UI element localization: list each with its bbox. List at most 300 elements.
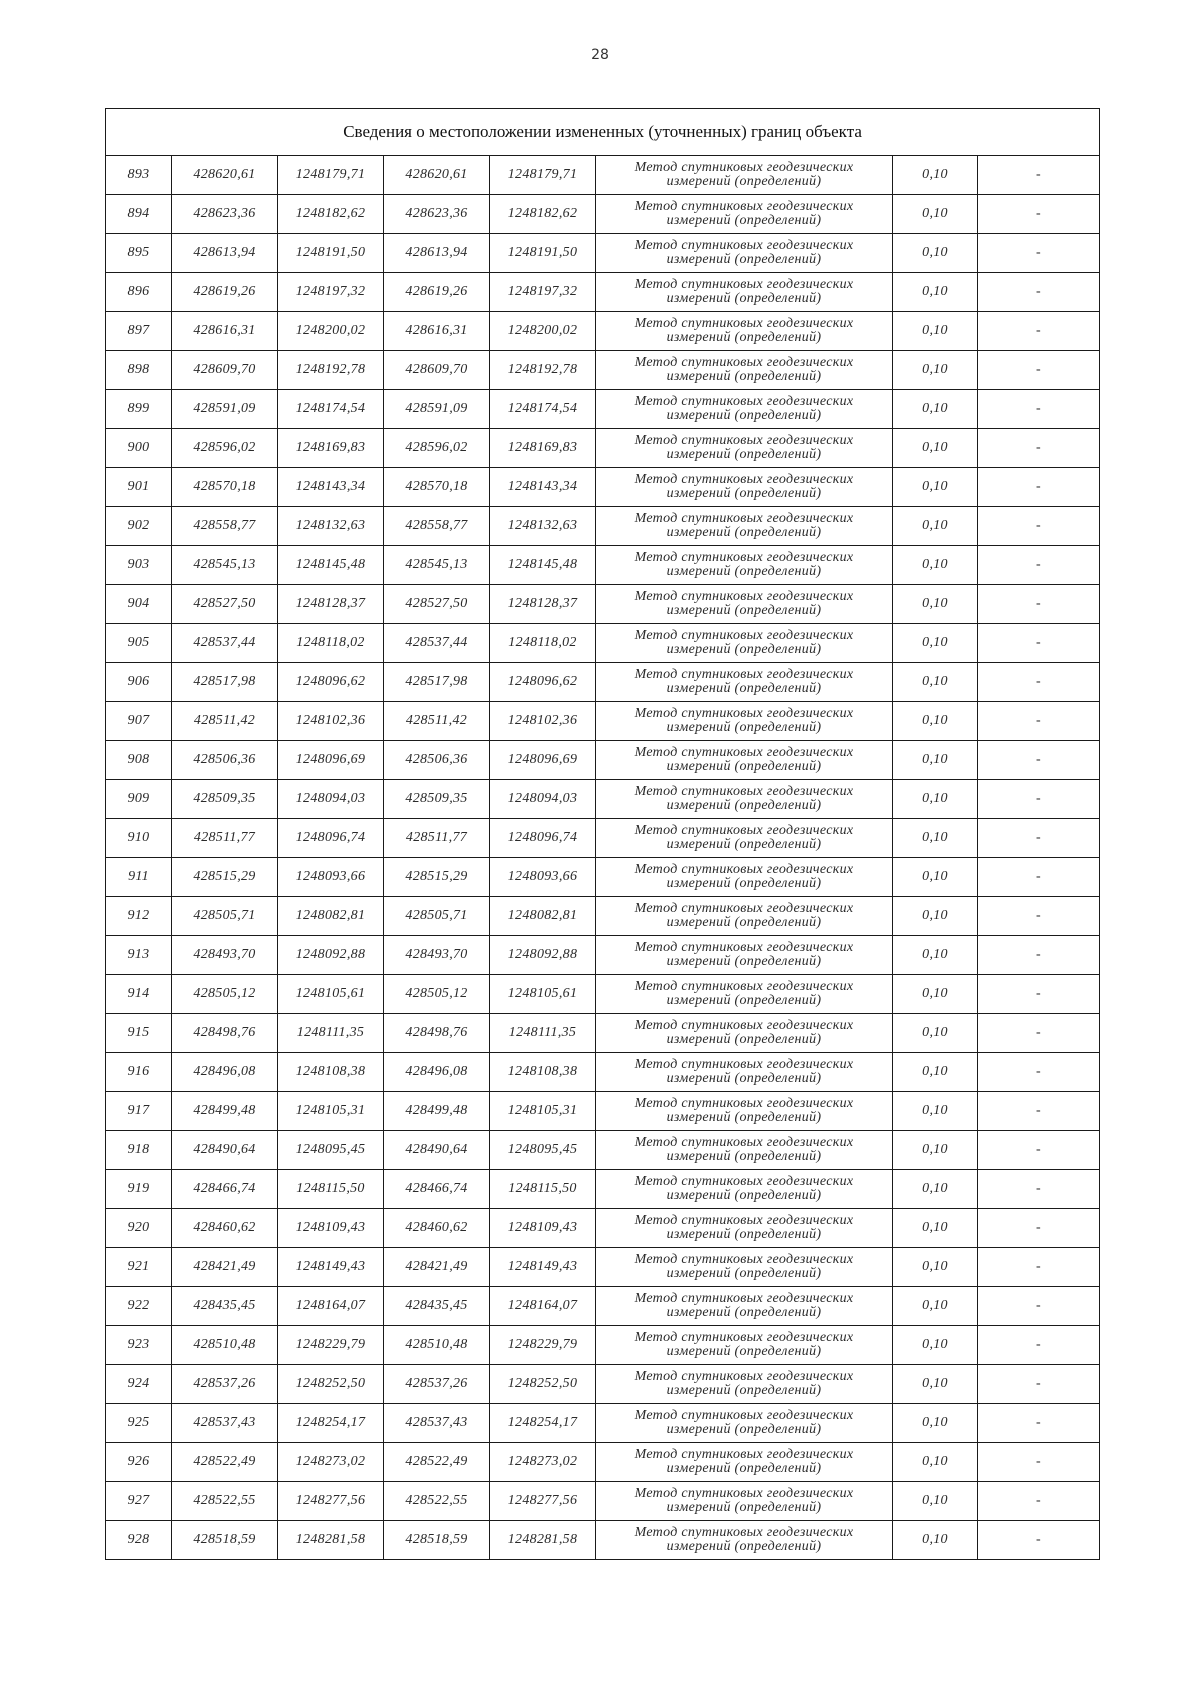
table-row — [106, 624, 1100, 663]
refined-x-cell: 428421,49 — [384, 1248, 490, 1287]
description-cell: - — [978, 1170, 1100, 1209]
table-row — [106, 312, 1100, 351]
method-line-1: Метод спутниковых геодезических — [634, 823, 854, 838]
refined-y-cell: 1248102,36 — [490, 702, 596, 741]
table-row — [106, 663, 1100, 702]
refined-y-cell: 1248105,31 — [490, 1092, 596, 1131]
refined-x-cell: 428613,94 — [384, 234, 490, 273]
table-row — [106, 156, 1100, 195]
refined-x-cell: 428509,35 — [384, 780, 490, 819]
refined-x-cell: 428511,42 — [384, 702, 490, 741]
description-cell: - — [978, 702, 1100, 741]
description-cell: - — [978, 624, 1100, 663]
table-row — [106, 1404, 1100, 1443]
accuracy-cell: 0,10 — [893, 1365, 978, 1404]
refined-y-cell: 1248191,50 — [490, 234, 596, 273]
description-cell: - — [978, 936, 1100, 975]
refined-x-cell: 428511,77 — [384, 819, 490, 858]
method-cell — [596, 1365, 893, 1404]
method-line-1: Метод спутниковых геодезических — [634, 1252, 854, 1267]
refined-y-cell: 1248281,58 — [490, 1521, 596, 1560]
accuracy-cell: 0,10 — [893, 390, 978, 429]
refined-y-cell: 1248093,66 — [490, 858, 596, 897]
method-line-2: измерений (определений) — [666, 369, 822, 384]
point-number-cell: 921 — [106, 1248, 172, 1287]
accuracy-cell: 0,10 — [893, 546, 978, 585]
method-line-1: Метод спутниковых геодезических — [634, 667, 854, 682]
description-cell: - — [978, 897, 1100, 936]
point-number-cell: 897 — [106, 312, 172, 351]
description-cell: - — [978, 585, 1100, 624]
method-cell — [596, 429, 893, 468]
refined-y-cell: 1248109,43 — [490, 1209, 596, 1248]
description-cell: - — [978, 1248, 1100, 1287]
existing-x-cell: 428466,74 — [172, 1170, 278, 1209]
existing-y-cell: 1248164,07 — [278, 1287, 384, 1326]
existing-x-cell: 428493,70 — [172, 936, 278, 975]
refined-x-cell: 428506,36 — [384, 741, 490, 780]
method-cell — [596, 1170, 893, 1209]
method-cell — [596, 1131, 893, 1170]
accuracy-cell: 0,10 — [893, 663, 978, 702]
point-number-cell: 912 — [106, 897, 172, 936]
point-number-cell: 902 — [106, 507, 172, 546]
refined-y-cell: 1248182,62 — [490, 195, 596, 234]
method-cell — [596, 507, 893, 546]
existing-y-cell: 1248169,83 — [278, 429, 384, 468]
refined-x-cell: 428620,61 — [384, 156, 490, 195]
accuracy-cell: 0,10 — [893, 507, 978, 546]
method-line-1: Метод спутниковых геодезических — [634, 901, 854, 916]
accuracy-cell: 0,10 — [893, 585, 978, 624]
table-row — [106, 507, 1100, 546]
method-line-1: Метод спутниковых геодезических — [634, 979, 854, 994]
accuracy-cell: 0,10 — [893, 1014, 978, 1053]
method-cell — [596, 624, 893, 663]
description-cell: - — [978, 1131, 1100, 1170]
existing-y-cell: 1248277,56 — [278, 1482, 384, 1521]
boundary-coordinates-table — [105, 108, 1100, 1560]
description-cell: - — [978, 507, 1100, 546]
description-cell: - — [978, 663, 1100, 702]
method-line-1: Метод спутниковых геодезических — [634, 394, 854, 409]
refined-y-cell: 1248108,38 — [490, 1053, 596, 1092]
description-cell: - — [978, 780, 1100, 819]
accuracy-cell: 0,10 — [893, 819, 978, 858]
method-cell — [596, 351, 893, 390]
refined-x-cell: 428522,49 — [384, 1443, 490, 1482]
method-cell — [596, 273, 893, 312]
accuracy-cell: 0,10 — [893, 1170, 978, 1209]
point-number-cell: 910 — [106, 819, 172, 858]
refined-y-cell: 1248200,02 — [490, 312, 596, 351]
refined-x-cell: 428518,59 — [384, 1521, 490, 1560]
point-number-cell: 924 — [106, 1365, 172, 1404]
refined-x-cell: 428616,31 — [384, 312, 490, 351]
method-line-2: измерений (определений) — [666, 681, 822, 696]
method-line-2: измерений (определений) — [666, 1149, 822, 1164]
refined-y-cell: 1248197,32 — [490, 273, 596, 312]
refined-x-cell: 428490,64 — [384, 1131, 490, 1170]
point-number-cell: 904 — [106, 585, 172, 624]
existing-x-cell: 428421,49 — [172, 1248, 278, 1287]
method-line-2: измерений (определений) — [666, 603, 822, 618]
method-line-2: измерений (определений) — [666, 1344, 822, 1359]
accuracy-cell: 0,10 — [893, 234, 978, 273]
refined-x-cell: 428527,50 — [384, 585, 490, 624]
description-cell: - — [978, 546, 1100, 585]
refined-x-cell: 428510,48 — [384, 1326, 490, 1365]
method-line-1: Метод спутниковых геодезических — [634, 1135, 854, 1150]
point-number-cell: 927 — [106, 1482, 172, 1521]
table-row — [106, 1326, 1100, 1365]
existing-y-cell: 1248191,50 — [278, 234, 384, 273]
method-cell — [596, 780, 893, 819]
method-line-1: Метод спутниковых геодезических — [634, 1213, 854, 1228]
refined-x-cell: 428505,12 — [384, 975, 490, 1014]
method-cell — [596, 1404, 893, 1443]
method-cell — [596, 1287, 893, 1326]
refined-y-cell: 1248115,50 — [490, 1170, 596, 1209]
accuracy-cell: 0,10 — [893, 975, 978, 1014]
method-cell — [596, 312, 893, 351]
existing-x-cell: 428558,77 — [172, 507, 278, 546]
method-line-2: измерений (определений) — [666, 1461, 822, 1476]
existing-x-cell: 428613,94 — [172, 234, 278, 273]
existing-y-cell: 1248115,50 — [278, 1170, 384, 1209]
method-line-2: измерений (определений) — [666, 1071, 822, 1086]
existing-y-cell: 1248281,58 — [278, 1521, 384, 1560]
existing-x-cell: 428490,64 — [172, 1131, 278, 1170]
accuracy-cell: 0,10 — [893, 1287, 978, 1326]
section-title: Сведения о местоположении измененных (уточненных) границ объекта — [106, 109, 1100, 156]
refined-x-cell: 428609,70 — [384, 351, 490, 390]
table-body — [106, 156, 1100, 1560]
existing-y-cell: 1248102,36 — [278, 702, 384, 741]
description-cell: - — [978, 390, 1100, 429]
table-row — [106, 897, 1100, 936]
refined-y-cell: 1248229,79 — [490, 1326, 596, 1365]
method-line-2: измерений (определений) — [666, 447, 822, 462]
method-line-2: измерений (определений) — [666, 213, 822, 228]
existing-x-cell: 428591,09 — [172, 390, 278, 429]
accuracy-cell: 0,10 — [893, 429, 978, 468]
point-number-cell: 928 — [106, 1521, 172, 1560]
accuracy-cell: 0,10 — [893, 1053, 978, 1092]
existing-x-cell: 428609,70 — [172, 351, 278, 390]
existing-y-cell: 1248200,02 — [278, 312, 384, 351]
refined-y-cell: 1248128,37 — [490, 585, 596, 624]
accuracy-cell: 0,10 — [893, 1521, 978, 1560]
method-line-2: измерений (определений) — [666, 1500, 822, 1515]
refined-x-cell: 428498,76 — [384, 1014, 490, 1053]
method-line-1: Метод спутниковых геодезических — [634, 433, 854, 448]
description-cell: - — [978, 195, 1100, 234]
existing-y-cell: 1248108,38 — [278, 1053, 384, 1092]
refined-y-cell: 1248092,88 — [490, 936, 596, 975]
refined-y-cell: 1248082,81 — [490, 897, 596, 936]
refined-y-cell: 1248132,63 — [490, 507, 596, 546]
refined-y-cell: 1248174,54 — [490, 390, 596, 429]
existing-y-cell: 1248273,02 — [278, 1443, 384, 1482]
method-line-2: измерений (определений) — [666, 330, 822, 345]
existing-y-cell: 1248254,17 — [278, 1404, 384, 1443]
method-line-2: измерений (определений) — [666, 1539, 822, 1554]
table-row — [106, 234, 1100, 273]
description-cell: - — [978, 1209, 1100, 1248]
table-row — [106, 741, 1100, 780]
refined-y-cell: 1248094,03 — [490, 780, 596, 819]
method-line-2: измерений (определений) — [666, 1227, 822, 1242]
existing-x-cell: 428537,44 — [172, 624, 278, 663]
point-number-cell: 914 — [106, 975, 172, 1014]
method-cell — [596, 1014, 893, 1053]
accuracy-cell: 0,10 — [893, 351, 978, 390]
refined-y-cell: 1248179,71 — [490, 156, 596, 195]
refined-y-cell: 1248277,56 — [490, 1482, 596, 1521]
accuracy-cell: 0,10 — [893, 1443, 978, 1482]
point-number-cell: 918 — [106, 1131, 172, 1170]
table-row — [106, 195, 1100, 234]
table-row — [106, 1482, 1100, 1521]
method-cell — [596, 546, 893, 585]
method-line-1: Метод спутниковых геодезических — [634, 238, 854, 253]
refined-x-cell: 428466,74 — [384, 1170, 490, 1209]
point-number-cell: 907 — [106, 702, 172, 741]
existing-y-cell: 1248096,62 — [278, 663, 384, 702]
table-row — [106, 1209, 1100, 1248]
existing-y-cell: 1248094,03 — [278, 780, 384, 819]
method-line-2: измерений (определений) — [666, 993, 822, 1008]
existing-y-cell: 1248197,32 — [278, 273, 384, 312]
description-cell: - — [978, 1326, 1100, 1365]
accuracy-cell: 0,10 — [893, 273, 978, 312]
method-line-1: Метод спутниковых геодезических — [634, 1369, 854, 1384]
table-row — [106, 1248, 1100, 1287]
point-number-cell: 900 — [106, 429, 172, 468]
accuracy-cell: 0,10 — [893, 312, 978, 351]
method-line-1: Метод спутниковых геодезических — [634, 1096, 854, 1111]
accuracy-cell: 0,10 — [893, 1404, 978, 1443]
accuracy-cell: 0,10 — [893, 195, 978, 234]
method-line-1: Метод спутниковых геодезических — [634, 706, 854, 721]
description-cell: - — [978, 858, 1100, 897]
method-cell — [596, 936, 893, 975]
existing-x-cell: 428510,48 — [172, 1326, 278, 1365]
refined-y-cell: 1248095,45 — [490, 1131, 596, 1170]
point-number-cell: 913 — [106, 936, 172, 975]
refined-x-cell: 428515,29 — [384, 858, 490, 897]
refined-x-cell: 428596,02 — [384, 429, 490, 468]
method-cell — [596, 195, 893, 234]
refined-y-cell: 1248149,43 — [490, 1248, 596, 1287]
method-line-1: Метод спутниковых геодезических — [634, 1486, 854, 1501]
accuracy-cell: 0,10 — [893, 1209, 978, 1248]
refined-y-cell: 1248254,17 — [490, 1404, 596, 1443]
method-line-1: Метод спутниковых геодезических — [634, 316, 854, 331]
existing-y-cell: 1248179,71 — [278, 156, 384, 195]
method-line-1: Метод спутниковых геодезических — [634, 1525, 854, 1540]
method-cell — [596, 156, 893, 195]
point-number-cell: 922 — [106, 1287, 172, 1326]
method-line-1: Метод спутниковых геодезических — [634, 1018, 854, 1033]
method-cell — [596, 702, 893, 741]
accuracy-cell: 0,10 — [893, 897, 978, 936]
refined-x-cell: 428545,13 — [384, 546, 490, 585]
existing-x-cell: 428537,26 — [172, 1365, 278, 1404]
refined-y-cell: 1248096,69 — [490, 741, 596, 780]
description-cell: - — [978, 1521, 1100, 1560]
existing-y-cell: 1248095,45 — [278, 1131, 384, 1170]
refined-y-cell: 1248096,74 — [490, 819, 596, 858]
table-header-row — [106, 109, 1100, 156]
method-line-1: Метод спутниковых геодезических — [634, 550, 854, 565]
method-line-2: измерений (определений) — [666, 1266, 822, 1281]
existing-x-cell: 428616,31 — [172, 312, 278, 351]
table-row — [106, 585, 1100, 624]
point-number-cell: 898 — [106, 351, 172, 390]
method-cell — [596, 1443, 893, 1482]
existing-x-cell: 428496,08 — [172, 1053, 278, 1092]
point-number-cell: 894 — [106, 195, 172, 234]
existing-y-cell: 1248149,43 — [278, 1248, 384, 1287]
existing-x-cell: 428499,48 — [172, 1092, 278, 1131]
description-cell: - — [978, 312, 1100, 351]
existing-x-cell: 428518,59 — [172, 1521, 278, 1560]
existing-y-cell: 1248174,54 — [278, 390, 384, 429]
method-line-1: Метод спутниковых геодезических — [634, 355, 854, 370]
method-line-1: Метод спутниковых геодезических — [634, 745, 854, 760]
existing-x-cell: 428570,18 — [172, 468, 278, 507]
description-cell: - — [978, 819, 1100, 858]
existing-x-cell: 428505,71 — [172, 897, 278, 936]
point-number-cell: 926 — [106, 1443, 172, 1482]
table-row — [106, 1053, 1100, 1092]
existing-x-cell: 428545,13 — [172, 546, 278, 585]
refined-x-cell: 428493,70 — [384, 936, 490, 975]
point-number-cell: 920 — [106, 1209, 172, 1248]
method-line-2: измерений (определений) — [666, 174, 822, 189]
method-line-1: Метод спутниковых геодезических — [634, 1057, 854, 1072]
description-cell: - — [978, 1365, 1100, 1404]
existing-x-cell: 428522,55 — [172, 1482, 278, 1521]
table-row — [106, 273, 1100, 312]
refined-x-cell: 428537,26 — [384, 1365, 490, 1404]
method-cell — [596, 1053, 893, 1092]
refined-x-cell: 428591,09 — [384, 390, 490, 429]
refined-y-cell: 1248118,02 — [490, 624, 596, 663]
existing-x-cell: 428506,36 — [172, 741, 278, 780]
existing-x-cell: 428511,77 — [172, 819, 278, 858]
method-cell — [596, 741, 893, 780]
point-number-cell: 925 — [106, 1404, 172, 1443]
table-row — [106, 780, 1100, 819]
existing-y-cell: 1248096,69 — [278, 741, 384, 780]
method-line-2: измерений (определений) — [666, 1422, 822, 1437]
method-cell — [596, 234, 893, 273]
description-cell: - — [978, 1053, 1100, 1092]
refined-y-cell: 1248169,83 — [490, 429, 596, 468]
table-row — [106, 546, 1100, 585]
existing-x-cell: 428620,61 — [172, 156, 278, 195]
description-cell: - — [978, 468, 1100, 507]
method-cell — [596, 1248, 893, 1287]
table-row — [106, 468, 1100, 507]
method-line-2: измерений (определений) — [666, 876, 822, 891]
table-row — [106, 1092, 1100, 1131]
method-cell — [596, 1326, 893, 1365]
method-line-1: Метод спутниковых геодезических — [634, 1330, 854, 1345]
method-cell — [596, 1521, 893, 1560]
existing-y-cell: 1248082,81 — [278, 897, 384, 936]
description-cell: - — [978, 1443, 1100, 1482]
accuracy-cell: 0,10 — [893, 741, 978, 780]
refined-x-cell: 428499,48 — [384, 1092, 490, 1131]
accuracy-cell: 0,10 — [893, 858, 978, 897]
method-line-1: Метод спутниковых геодезических — [634, 277, 854, 292]
accuracy-cell: 0,10 — [893, 1092, 978, 1131]
existing-y-cell: 1248093,66 — [278, 858, 384, 897]
method-line-2: измерений (определений) — [666, 291, 822, 306]
method-line-2: измерений (определений) — [666, 720, 822, 735]
refined-x-cell: 428496,08 — [384, 1053, 490, 1092]
method-line-1: Метод спутниковых геодезических — [634, 784, 854, 799]
refined-x-cell: 428517,98 — [384, 663, 490, 702]
method-line-1: Метод спутниковых геодезических — [634, 940, 854, 955]
existing-y-cell: 1248128,37 — [278, 585, 384, 624]
description-cell: - — [978, 1404, 1100, 1443]
table-row — [106, 351, 1100, 390]
table-row — [106, 1521, 1100, 1560]
existing-y-cell: 1248143,34 — [278, 468, 384, 507]
description-cell: - — [978, 1287, 1100, 1326]
table-row — [106, 1170, 1100, 1209]
description-cell: - — [978, 351, 1100, 390]
method-line-1: Метод спутниковых геодезических — [634, 589, 854, 604]
accuracy-cell: 0,10 — [893, 1131, 978, 1170]
existing-x-cell: 428517,98 — [172, 663, 278, 702]
point-number-cell: 895 — [106, 234, 172, 273]
method-line-2: измерений (определений) — [666, 954, 822, 969]
method-line-2: измерений (определений) — [666, 1305, 822, 1320]
accuracy-cell: 0,10 — [893, 1248, 978, 1287]
existing-x-cell: 428435,45 — [172, 1287, 278, 1326]
point-number-cell: 901 — [106, 468, 172, 507]
existing-y-cell: 1248105,31 — [278, 1092, 384, 1131]
method-cell — [596, 663, 893, 702]
description-cell: - — [978, 273, 1100, 312]
existing-y-cell: 1248145,48 — [278, 546, 384, 585]
table-row — [106, 702, 1100, 741]
point-number-cell: 896 — [106, 273, 172, 312]
refined-y-cell: 1248111,35 — [490, 1014, 596, 1053]
method-cell — [596, 1482, 893, 1521]
existing-x-cell: 428522,49 — [172, 1443, 278, 1482]
refined-y-cell: 1248273,02 — [490, 1443, 596, 1482]
existing-x-cell: 428460,62 — [172, 1209, 278, 1248]
accuracy-cell: 0,10 — [893, 1482, 978, 1521]
existing-y-cell: 1248132,63 — [278, 507, 384, 546]
existing-x-cell: 428515,29 — [172, 858, 278, 897]
existing-y-cell: 1248105,61 — [278, 975, 384, 1014]
method-line-2: измерений (определений) — [666, 1110, 822, 1125]
description-cell: - — [978, 1482, 1100, 1521]
existing-x-cell: 428509,35 — [172, 780, 278, 819]
description-cell: - — [978, 156, 1100, 195]
refined-x-cell: 428537,43 — [384, 1404, 490, 1443]
existing-y-cell: 1248229,79 — [278, 1326, 384, 1365]
method-line-1: Метод спутниковых геодезических — [634, 472, 854, 487]
